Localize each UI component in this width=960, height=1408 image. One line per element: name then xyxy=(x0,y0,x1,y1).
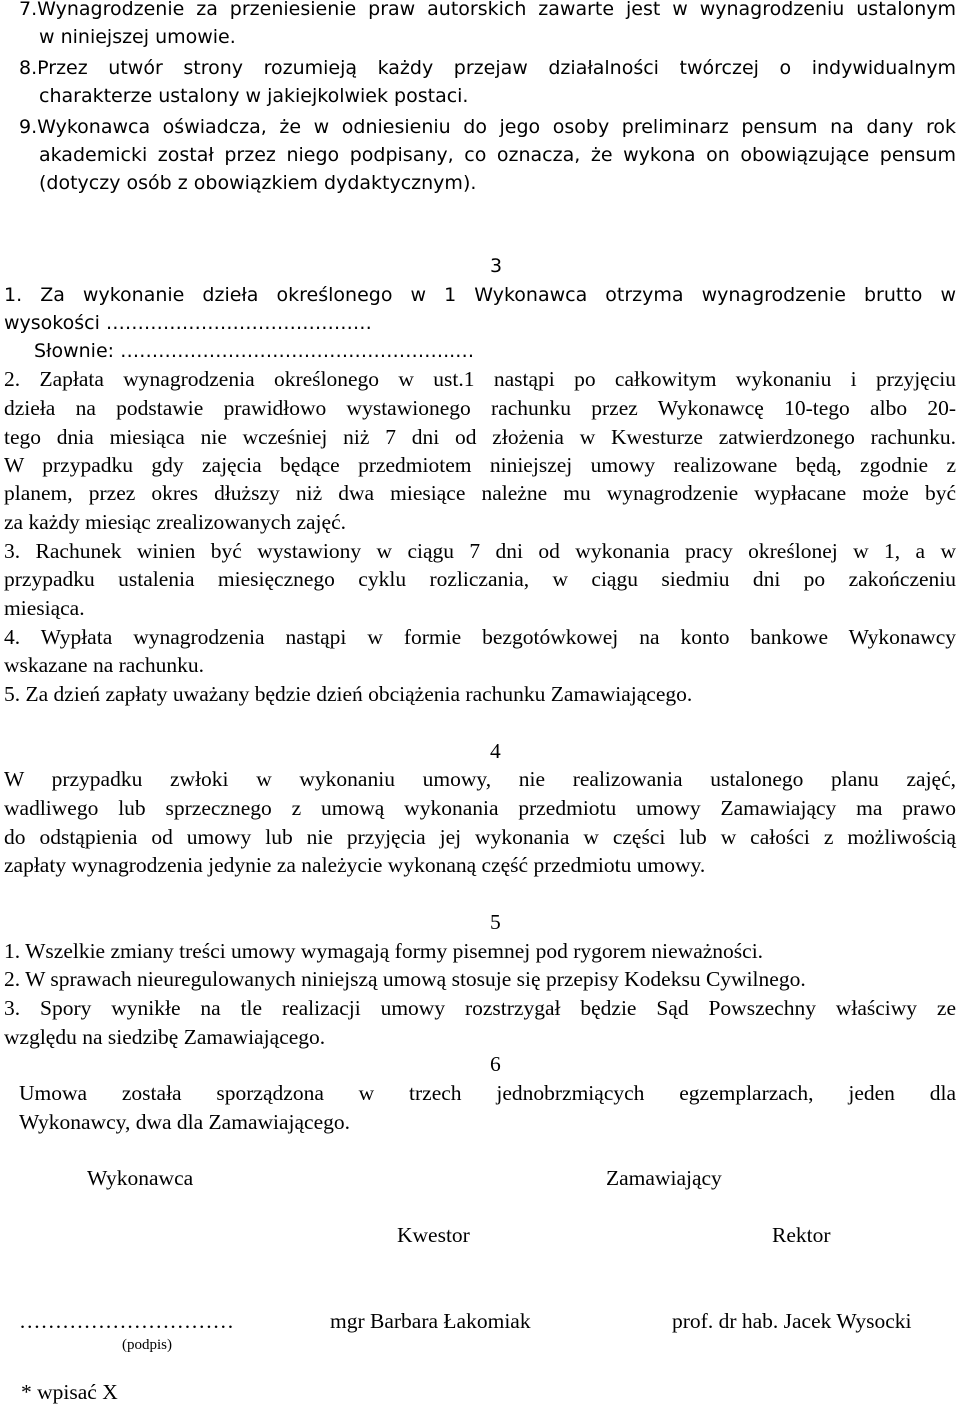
signature-caption-podpis: (podpis) xyxy=(122,1337,172,1353)
sec5-p2-line-1: 2. W sprawach nieuregulowanych niniejszą umową stosuje się przepisy Kodeksu Cywilnego. xyxy=(4,967,806,991)
item-9-line-1: 9.Wykonawca oświadcza, że w odniesieniu do jego osoby preliminarz pensum na dany rok xyxy=(19,116,956,138)
section-5-heading xyxy=(476,910,501,935)
sec6-line-1: Umowa została sporządzona w trzech jednobrzmiących egzemplarzach, jeden dla xyxy=(19,1081,956,1105)
sec6-line-2: Wykonawcy, dwa dla Zamawiającego. xyxy=(19,1110,351,1134)
sec3-p5-line-1: 5. Za dzień zapłaty uważany będzie dzień obciążenia rachunku Zamawiającego. xyxy=(4,682,693,706)
section-3-heading xyxy=(476,255,502,277)
sec3-p2-line-3: tego dnia miesiąca nie wcześniej niż 7 dni od złożenia w Kwesturze zatwierdzonego rachunku. xyxy=(4,425,956,449)
item-9-line-2: akademicki został przez niego podpisany, co oznacza, że wykona on obowiązujące pensum xyxy=(39,144,956,166)
section-6-heading xyxy=(476,1052,501,1077)
signature-label-rektor: Rektor xyxy=(772,1223,831,1247)
footnote: * wpisać X xyxy=(21,1380,118,1404)
signature-label-kwestor: Kwestor xyxy=(397,1223,470,1247)
sec3-p2-line-1: 2. Zapłata wynagrodzenia określonego w ust.1 nastąpi po całkowitym wykonaniu i przyjęciu xyxy=(4,367,956,391)
sec5-p1-line-1: 1. Wszelkie zmiany treści umowy wymagają formy pisemnej pod rygorem nieważności. xyxy=(4,939,764,963)
signature-dotted-line: ………………………… xyxy=(19,1309,234,1333)
sec4-line-2: wadliwego lub sprzecznego z umową wykonania przedmiotu umowy Zamawiający ma prawo xyxy=(4,796,956,820)
sec4-line-3: do odstąpienia od umowy lub nie przyjęcia jej wykonania w części lub w całości z możliwością xyxy=(4,825,956,849)
section-4-heading xyxy=(476,739,501,764)
sec3-p2-line-4: W przypadku gdy zajęcia będące przedmiotem niniejszej umowy realizowane będą, zgodnie z xyxy=(4,453,956,477)
sec3-p2-line-5: planem, przez okres dłuższy niż dwa miesiące należne mu wynagrodzenie wypłacane może być xyxy=(4,481,956,505)
signature-label-wykonawca: Wykonawca xyxy=(87,1166,194,1190)
section-4-number: 4 xyxy=(490,739,501,763)
section-5-number: 5 xyxy=(490,910,501,934)
item-8-line-1: 8.Przez utwór strony rozumieją każdy przejaw działalności twórczej o indywidualnym xyxy=(19,57,956,79)
sec3-p1-line-2: wysokości …………………………………… xyxy=(4,312,372,334)
kwestor-name: mgr Barbara Łakomiak xyxy=(330,1309,531,1333)
sec4-line-4: zapłaty wynagrodzenia jedynie za należycie wykonaną część przedmiotu umowy. xyxy=(4,853,706,877)
sec3-p2-line-6: za każdy miesiąc zrealizowanych zajęć. xyxy=(4,510,346,534)
item-7-line-1: 7.Wynagrodzenie za przeniesienie praw autorskich zawarte jest w wynagrodzeniu ustalonym xyxy=(19,0,956,20)
sec3-p1-line-3: Słownie: ……………………………………………..… xyxy=(34,340,475,362)
sec4-line-1: W przypadku zwłoki w wykonaniu umowy, nie realizowania ustalonego planu zajęć, xyxy=(4,767,956,791)
sec3-p4-line-1: 4. Wypłata wynagrodzenia nastąpi w formie bezgotówkowej na konto bankowe Wykonawcy xyxy=(4,625,956,649)
sec3-p4-line-2: wskazane na rachunku. xyxy=(4,653,204,677)
sec3-p3-line-2: przypadku ustalenia miesięcznego cyklu rozliczania, w ciągu siedmiu dni po zakończeniu xyxy=(4,567,956,591)
section-3-number: 3 xyxy=(490,255,503,277)
sec5-p3-line-1: 3. Spory wynikłe na tle realizacji umowy rozstrzygał będzie Sąd Powszechny właściwy ze xyxy=(4,996,956,1020)
signature-label-zamawiajacy: Zamawiający xyxy=(606,1166,722,1190)
sec3-p1-line-1: 1. Za wykonanie dzieła określonego w 1 Wykonawca otrzyma wynagrodzenie brutto w xyxy=(4,284,956,306)
section-6-number: 6 xyxy=(490,1052,501,1076)
item-9-line-3: (dotyczy osób z obowiązkiem dydaktycznym). xyxy=(39,172,477,194)
item-7-line-2: w niniejszej umowie. xyxy=(39,26,236,48)
rektor-name: prof. dr hab. Jacek Wysocki xyxy=(672,1309,912,1333)
item-8-line-2: charakterze ustalony w jakiejkolwiek postaci. xyxy=(39,85,469,107)
sec3-p2-line-2: dzieła na podstawie prawidłowo wystawionego rachunku przez Wykonawcę 10-tego albo 20- xyxy=(4,396,956,420)
sec3-p3-line-3: miesiąca. xyxy=(4,596,85,620)
sec5-p3-line-2: względu na siedzibę Zamawiającego. xyxy=(4,1025,326,1049)
sec3-p3-line-1: 3. Rachunek winien być wystawiony w ciągu 7 dni od wykonania pracy określonej w 1, a w xyxy=(4,539,956,563)
